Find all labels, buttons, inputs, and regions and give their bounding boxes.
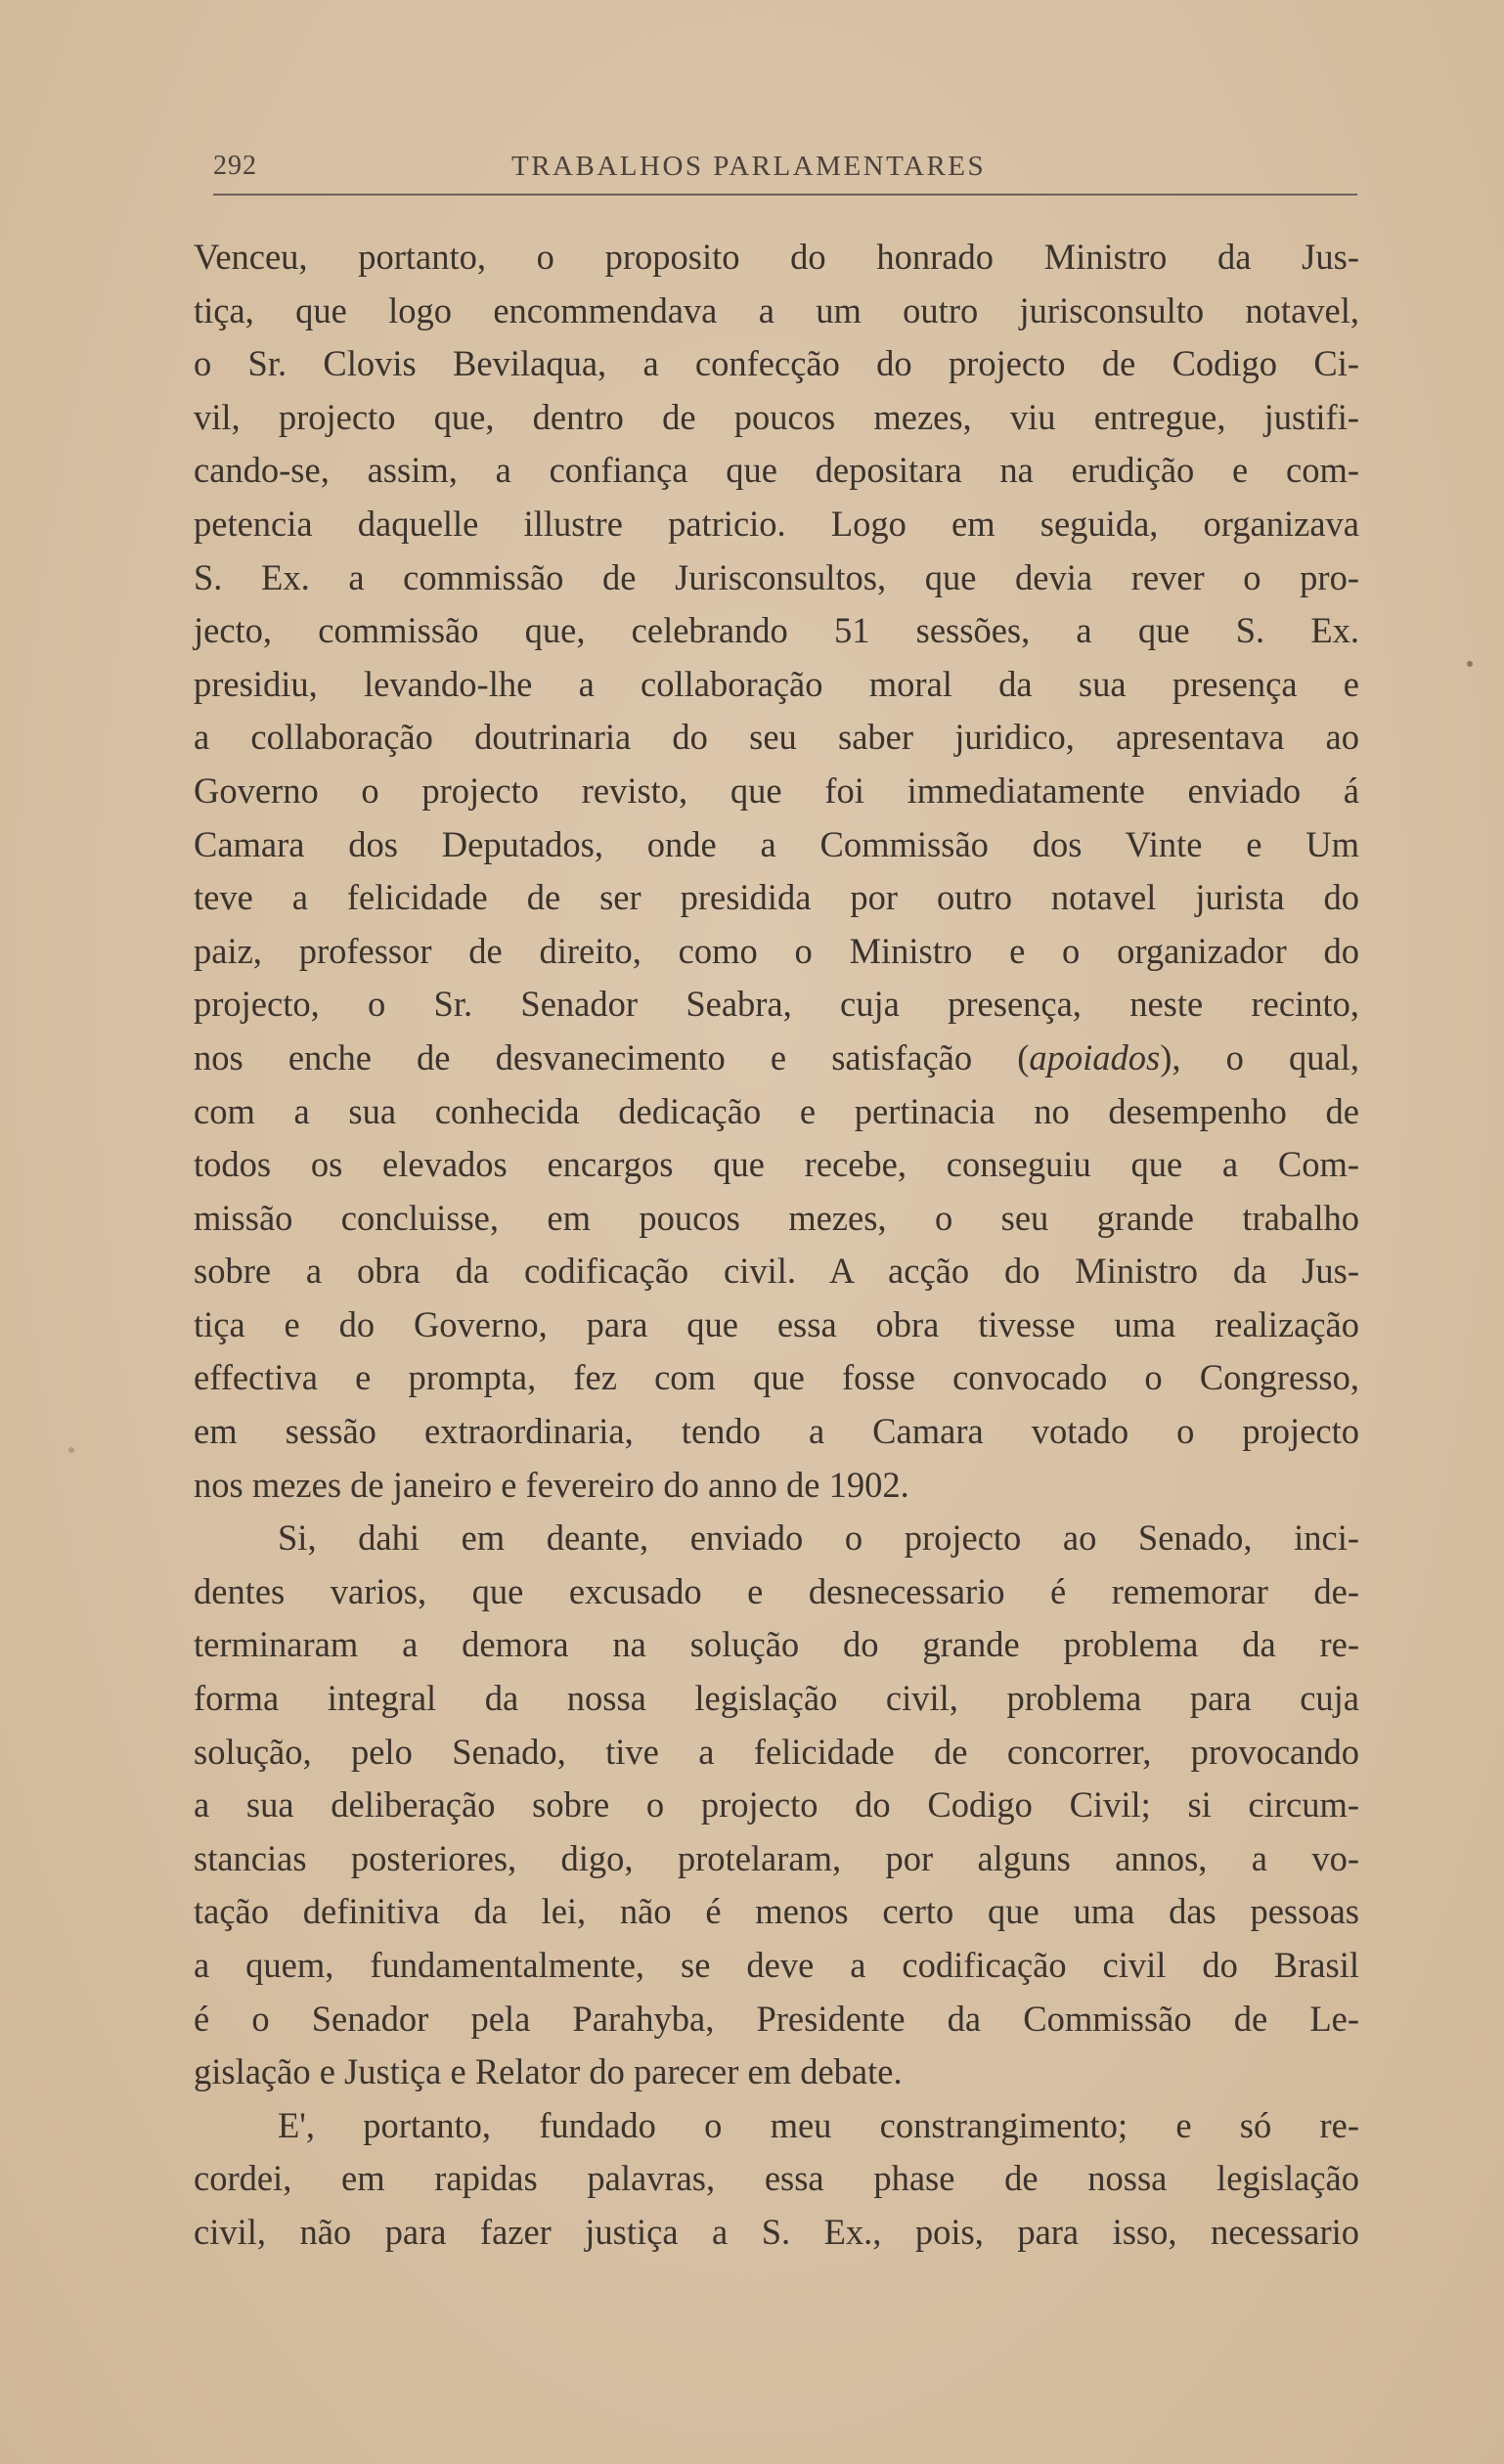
text-line: gislação e Justiça e Relator do parecer em debate.	[194, 2051, 903, 2092]
text-line: com a sua conhecida dedicação e pertinacia no desempenho de	[194, 1090, 1359, 1131]
text-line: petencia daquelle illustre patricio. Logo em seguida, organizava	[194, 503, 1359, 544]
text-line: a collaboração doutrinaria do seu saber juridico, apresentava ao	[194, 717, 1359, 758]
text-line: effectiva e prompta, fez com que fosse convocado o Congresso,	[194, 1357, 1359, 1398]
text-line: terminaram a demora na solução do grande problema da re-	[194, 1624, 1359, 1665]
paragraph	[194, 1512, 1359, 2099]
text-line: nos enche de desvanecimento e satisfação (apoiados), o qual,	[194, 1036, 1359, 1078]
text-line: S. Ex. a commissão de Jurisconsultos, que devia rever o pro-	[194, 556, 1359, 597]
text-line: forma integral da nossa legislação civil, problema para cuja	[194, 1678, 1359, 1719]
text-line: jecto, commissão que, celebrando 51 sessões, a que S. Ex.	[194, 610, 1359, 651]
text-line: teve a felicidade de ser presidida por outro notavel jurista do	[194, 877, 1359, 918]
paragraph	[194, 231, 1359, 1512]
text-line: cordei, em rapidas palavras, essa phase de nossa legislação	[194, 2158, 1359, 2199]
text-line: missão concluisse, em poucos mezes, o seu grande trabalho	[194, 1197, 1359, 1238]
page-header	[213, 145, 1357, 188]
text-line: sobre a obra da codificação civil. A acção do Ministro da Jus-	[194, 1251, 1359, 1292]
paper-speck	[68, 1447, 74, 1453]
text-line: o Sr. Clovis Bevilaqua, a confecção do projecto de Codigo Ci-	[194, 343, 1359, 384]
text-line: é o Senador pela Parahyba, Presidente da Commissão de Le-	[194, 1998, 1359, 2039]
text-line: todos os elevados encargos que recebe, conseguiu que a Com-	[194, 1144, 1359, 1185]
text-line: a quem, fundamentalmente, se deve a codificação civil do Brasil	[194, 1945, 1359, 1985]
text-line: a sua deliberação sobre o projecto do Codigo Civil; si circum-	[194, 1784, 1359, 1826]
text-line: presidiu, levando-lhe a collaboração moral da sua presença e	[194, 663, 1359, 704]
text-line: tiça, que logo encommendava a um outro jurisconsulto notavel,	[194, 289, 1359, 330]
text-line: dentes varios, que excusado e desnecessario é rememorar de-	[194, 1570, 1359, 1611]
text-line: Si, dahi em deante, enviado o projecto ao Senado, inci-	[278, 1518, 1359, 1559]
text-line: civil, não para fazer justiça a S. Ex., pois, para isso, necessario	[194, 2211, 1359, 2252]
paragraph	[194, 2099, 1359, 2260]
text-line: projecto, o Sr. Senador Seabra, cuja presença, neste recinto,	[194, 984, 1359, 1025]
text-line: stancias posteriores, digo, protelaram, por alguns annos, a vo-	[194, 1837, 1359, 1878]
text-line: Camara dos Deputados, onde a Commissão dos Vinte e Um	[194, 823, 1359, 864]
text-line: tação definitiva da lei, não é menos certo que uma das pessoas	[194, 1891, 1359, 1932]
text-line: cando-se, assim, a confiança que depositara na erudição e com-	[194, 450, 1359, 491]
text-line: E', portanto, fundado o meu constrangimento; e só re-	[278, 2104, 1359, 2145]
header-rule	[213, 194, 1357, 196]
text-line: Venceu, portanto, o proposito do honrado Ministro da Jus-	[194, 237, 1359, 277]
text-line: paiz, professor de direito, como o Ministro e o organizador do	[194, 930, 1359, 971]
text-line: Governo o projecto revisto, que foi immediatamente enviado á	[194, 770, 1359, 811]
text-line: nos mezes de janeiro e fevereiro do anno de 1902.	[194, 1464, 909, 1505]
paper-speck	[1467, 661, 1473, 667]
running-title: TRABALHOS PARLAMENTARES	[511, 151, 987, 182]
text-line: tiça e do Governo, para que essa obra tivesse uma realização	[194, 1303, 1359, 1344]
body-text	[194, 231, 1359, 2260]
text-line: vil, projecto que, dentro de poucos mezes, viu entregue, justifi-	[194, 396, 1359, 437]
text-line: solução, pelo Senado, tive a felicidade de concorrer, provocando	[194, 1731, 1359, 1772]
text-line: em sessão extraordinaria, tendo a Camara votado o projecto	[194, 1411, 1359, 1452]
page-number: 292	[213, 151, 257, 181]
